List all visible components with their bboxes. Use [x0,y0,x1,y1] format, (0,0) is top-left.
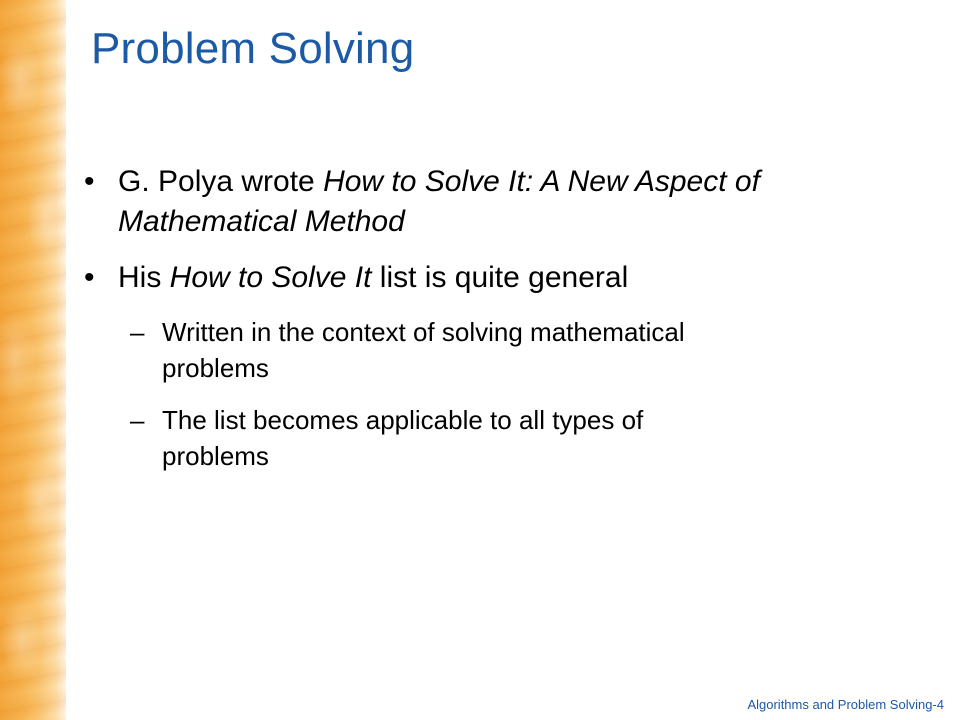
sub-bullet-text: Written in the context of solving mathematical problems [162,317,685,383]
bullet-text: G. Polya wrote [118,165,324,198]
list-title: How to Solve It [169,261,372,294]
sub-bullet-item [84,402,722,474]
slide-title: Problem Solving [91,24,415,73]
bullet-text: His [118,261,170,294]
dash-mark: – [130,405,145,435]
bullet-text: list is quite general [371,261,629,294]
dash-mark: – [130,317,145,347]
bullet-item [84,162,924,242]
bullet-mark: • [84,261,95,294]
bullet-mark: • [84,165,95,198]
decorative-side-band [0,0,66,720]
book-title: How to Solve It: A New Aspect of Mathematical Method [118,165,760,238]
sub-bullet-item [84,314,722,386]
slide-body [84,162,924,490]
bullet-item [84,258,924,298]
slide-footer: Algorithms and Problem Solving-4 [747,697,944,712]
sub-bullet-text: The list becomes applicable to all types of problems [162,405,644,471]
